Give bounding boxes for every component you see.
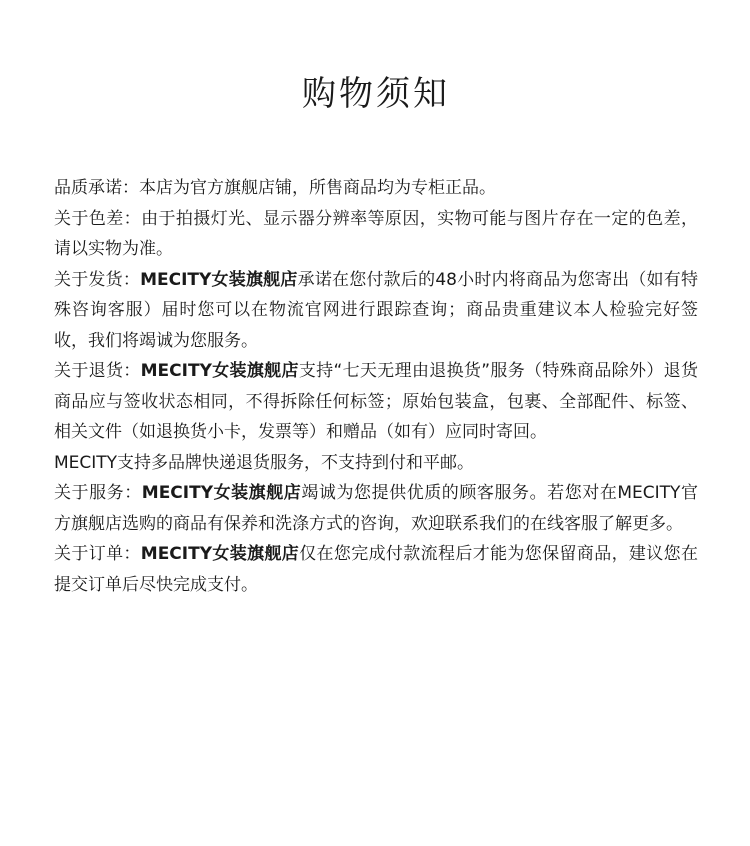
notice-label: 关于发货： [54,269,141,290]
notice-label: 关于服务： [54,483,142,503]
notice-text: 本店为官方旗舰店铺，所售商品均为专柜正品。 [139,178,496,198]
brand-name: MECITY女装旗舰店 [140,361,299,381]
notice-text: MECITY支持多品牌快递退货服务，不支持到付和平邮。 [54,452,475,473]
notice-text: 仅在您完成付款流程后才能为您保留商品，建议您在提交订单后尽快完成支付。 [54,544,698,595]
notice-label: 品质承诺： [54,178,139,198]
notice-color-difference [54,204,698,265]
notice-returns [54,356,698,448]
notice-list [54,173,698,600]
notice-shipping [54,265,698,357]
brand-name: MECITY女装旗舰店 [141,483,302,503]
notice-text: 由于拍摄灯光、显示器分辨率等原因，实物可能与图片存在一定的色差，请以实物为准。 [54,208,699,259]
notice-return-courier [54,448,698,479]
notice-text: 承诺在您付款后的48小时内将商品为您寄出（如有特殊咨询客服）届时您可以在物流官网进行跟踪查询；商品贵重建议本人检验完好签收，我们将竭诚为您服务。 [54,269,698,351]
notice-text: 支持“七天无理由退换货”服务（特殊商品除外）退货商品应与签收状态相同，不得拆除任何标签；原始包装盒，包裹、全部配件、标签、相关文件（如退换货小卡，发票等）和赠品（如有）应同时寄回。 [54,361,698,442]
notice-label: 关于色差： [54,208,142,229]
notice-orders [54,539,698,600]
notice-text: 竭诚为您提供优质的顾客服务。若您对在MECITY官方旗舰店选购的商品有保养和洗涤方式的咨询，欢迎联系我们的在线客服了解更多。 [54,483,698,534]
notice-service [54,478,698,539]
notice-quality [54,173,698,204]
notice-label: 关于退货： [54,361,141,381]
notice-label: 关于订单： [54,544,141,564]
brand-name: MECITY女装旗舰店 [140,269,298,290]
page-title: 购物须知 [302,74,450,114]
brand-name: MECITY女装旗舰店 [140,544,300,564]
